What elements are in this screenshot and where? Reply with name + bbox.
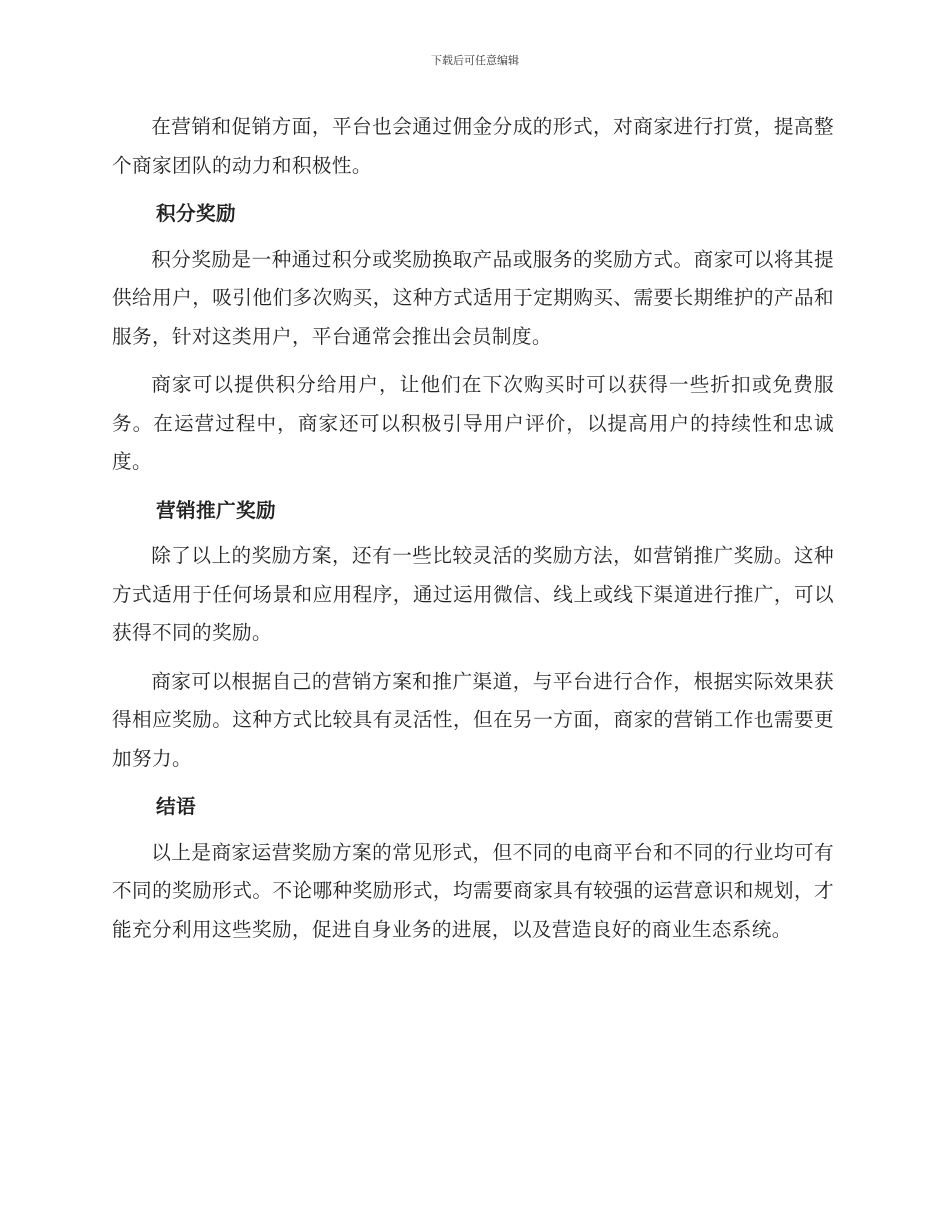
document-body xyxy=(112,108,834,959)
paragraph-points-usage: 商家可以提供积分给用户，让他们在下次购买时可以获得一些折扣或免费服务。在运营过程中，商家还可以积极引导用户评价，以提高用户的持续性和忠诚度。 xyxy=(112,373,834,473)
paragraph-commission: 在营销和促销方面，平台也会通过佣金分成的形式，对商家进行打赏，提高整个商家团队的动力和积极性。 xyxy=(112,115,834,177)
page-header: 下载后可任意编辑 xyxy=(431,54,519,67)
paragraph-conclusion: 以上是商家运营奖励方案的常见形式，但不同的电商平台和不同的行业均可有不同的奖励形式。不论哪种奖励形式，均需要商家具有较强的运营意识和规划，才能充分利用这些奖励，促进自身业务的进展，以及营造良好的商业生态系统。 xyxy=(112,840,834,941)
paragraph-marketing-intro: 除了以上的奖励方案，还有一些比较灵活的奖励方法，如营销推广奖励。这种方式适用于任何场景和应用程序，通过运用微信、线上或线下渠道进行推广，可以获得不同的奖励。 xyxy=(112,544,834,644)
heading-marketing-reward: 营销推广奖励 xyxy=(156,498,276,522)
paragraph-marketing-cooperation: 商家可以根据自己的营销方案和推广渠道，与平台进行合作，根据实际效果获得相应奖励。这种方式比较具有灵活性，但在另一方面，商家的营销工作也需要更加努力。 xyxy=(112,669,834,770)
heading-points-reward: 积分奖励 xyxy=(156,202,236,225)
paragraph-points-intro: 积分奖励是一种通过积分或奖励换取产品或服务的奖励方式。商家可以将其提供给用户，吸引他们多次购买，这种方式适用于定期购买、需要长期维护的产品和服务，针对这类用户，平台通常会推出会员制度。 xyxy=(112,247,834,348)
heading-conclusion: 结语 xyxy=(156,795,196,818)
